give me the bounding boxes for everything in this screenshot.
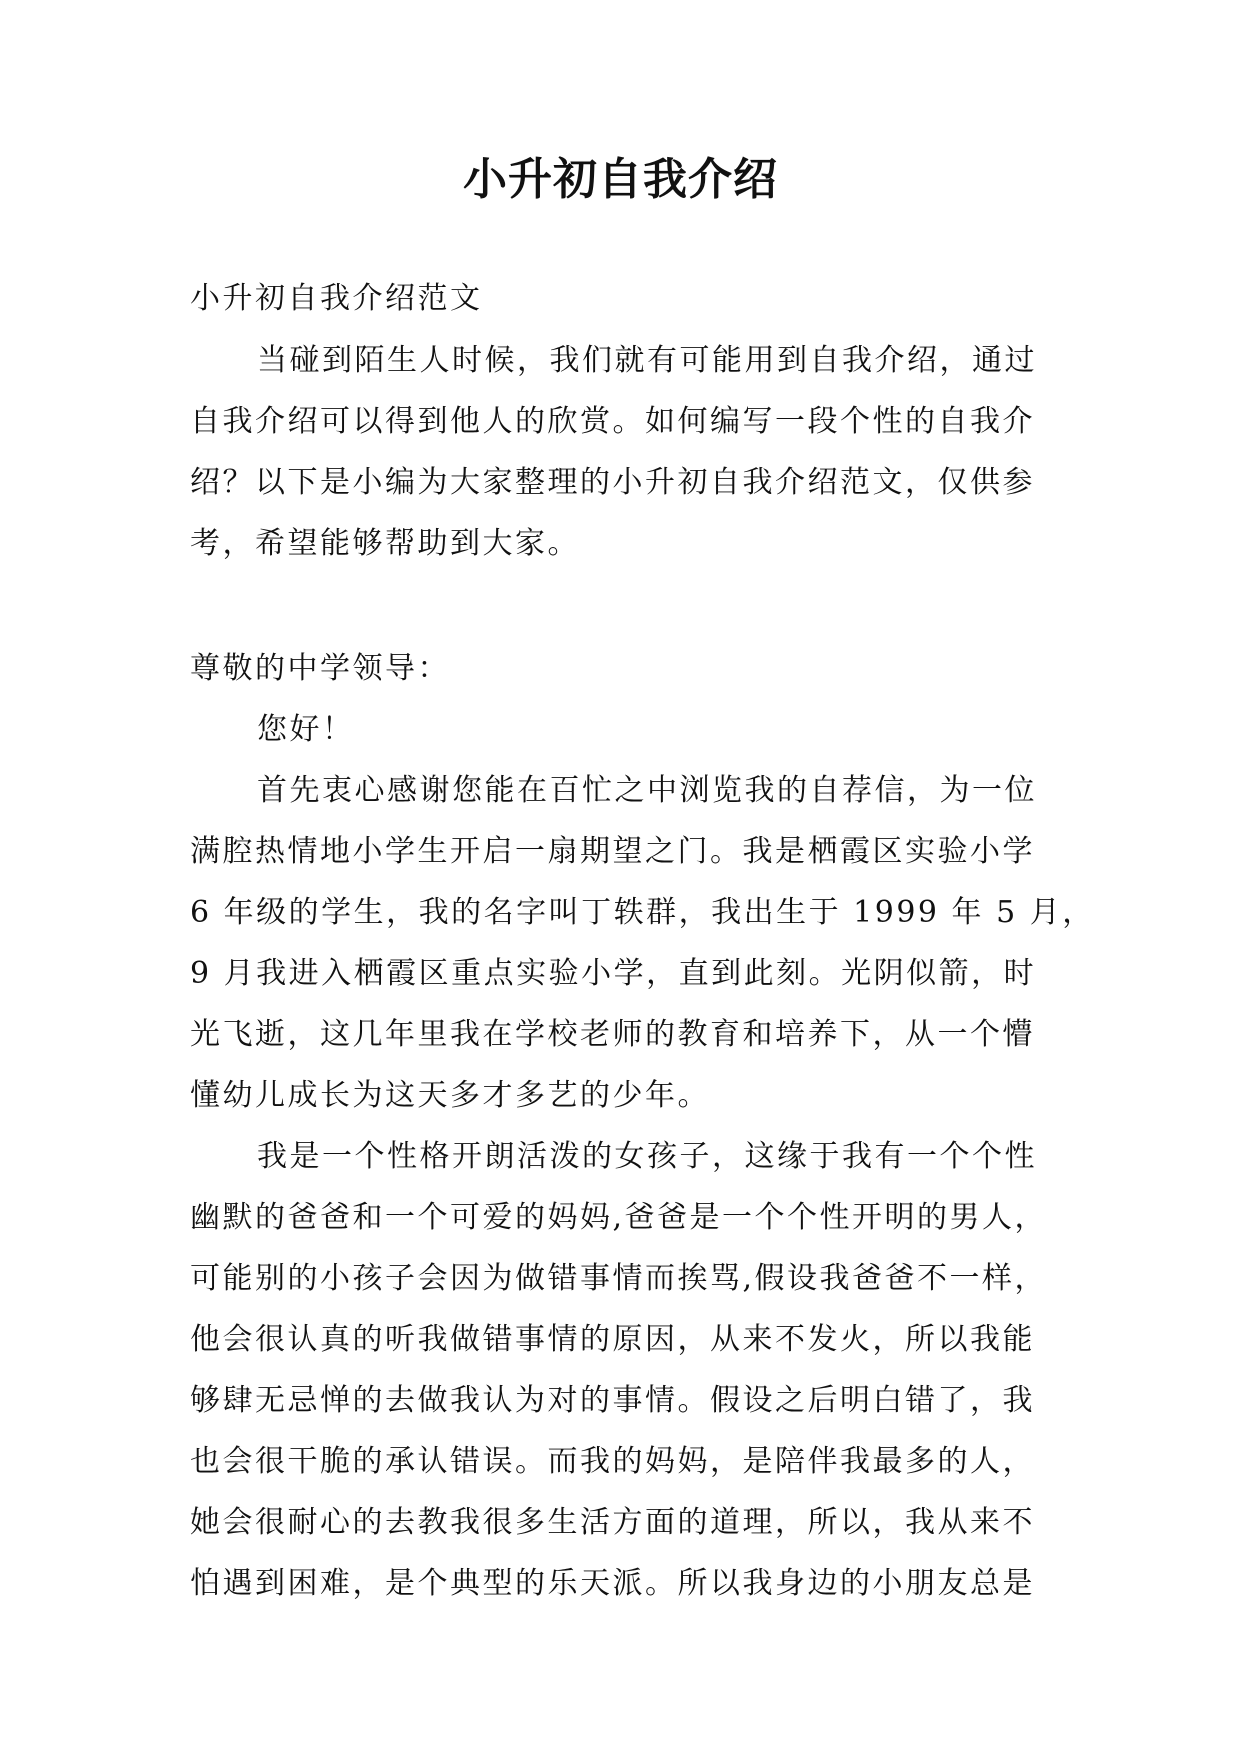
body-paragraph-2 (190, 1126, 1050, 1614)
paragraph-line: 够肆无忌惮的去做我认为对的事情。假设之后明白错了，我 (190, 1383, 1035, 1418)
document-subtitle (190, 268, 1050, 329)
paragraph-line: 幽默的爸爸和一个可爱的妈妈,爸爸是一个个性开明的男人， (190, 1200, 1048, 1235)
page-title: 小升初自我介绍 (463, 154, 778, 205)
paragraph-line: 可能别的小孩子会因为做错事情而挨骂,假设我爸爸不一样， (190, 1261, 1048, 1296)
paragraph-line: 绍？以下是小编为大家整理的小升初自我介绍范文，仅供参 (190, 465, 1035, 500)
paragraph-line: 考，希望能够帮助到大家。 (190, 526, 580, 561)
salutation-line: 尊敬的中学领导： (190, 651, 450, 686)
paragraph-line: 当碰到陌生人时候，我们就有可能用到自我介绍，通过 (257, 343, 1037, 378)
paragraph-line: 自我介绍可以得到他人的欣赏。如何编写一段个性的自我介 (190, 404, 1035, 439)
body-paragraph-1 (190, 760, 1095, 1126)
paragraph-line: 也会很干脆的承认错误。而我的妈妈，是陪伴我最多的人， (190, 1444, 1035, 1479)
intro-paragraph (190, 330, 1050, 574)
paragraph-line: 我是一个性格开朗活泼的女孩子，这缘于我有一个个性 (257, 1139, 1037, 1174)
paragraph-line: 光飞逝，这几年里我在学校老师的教育和培养下，从一个懵 (190, 1017, 1035, 1052)
subtitle-line: 小升初自我介绍范文 (190, 281, 483, 316)
paragraph-line: 6 年级的学生，我的名字叫丁轶群，我出生于 1999 年 5 月， (190, 895, 1095, 930)
paragraph-line: 她会很耐心的去教我很多生活方面的道理，所以，我从来不 (190, 1505, 1035, 1540)
paragraph-line: 懂幼儿成长为这天多才多艺的少年。 (190, 1078, 710, 1113)
paragraph-line: 9 月我进入栖霞区重点实验小学，直到此刻。光阴似箭，时 (190, 956, 1037, 991)
greeting-line: 您好！ (257, 712, 355, 747)
paragraph-line: 首先衷心感谢您能在百忙之中浏览我的自荐信，为一位 (257, 773, 1037, 808)
paragraph-line: 怕遇到困难，是个典型的乐天派。所以我身边的小朋友总是 (190, 1566, 1035, 1601)
salutation (190, 638, 1050, 760)
paragraph-line: 他会很认真的听我做错事情的原因，从来不发火，所以我能 (190, 1322, 1035, 1357)
paragraph-line: 满腔热情地小学生开启一扇期望之门。我是栖霞区实验小学 (190, 834, 1035, 869)
